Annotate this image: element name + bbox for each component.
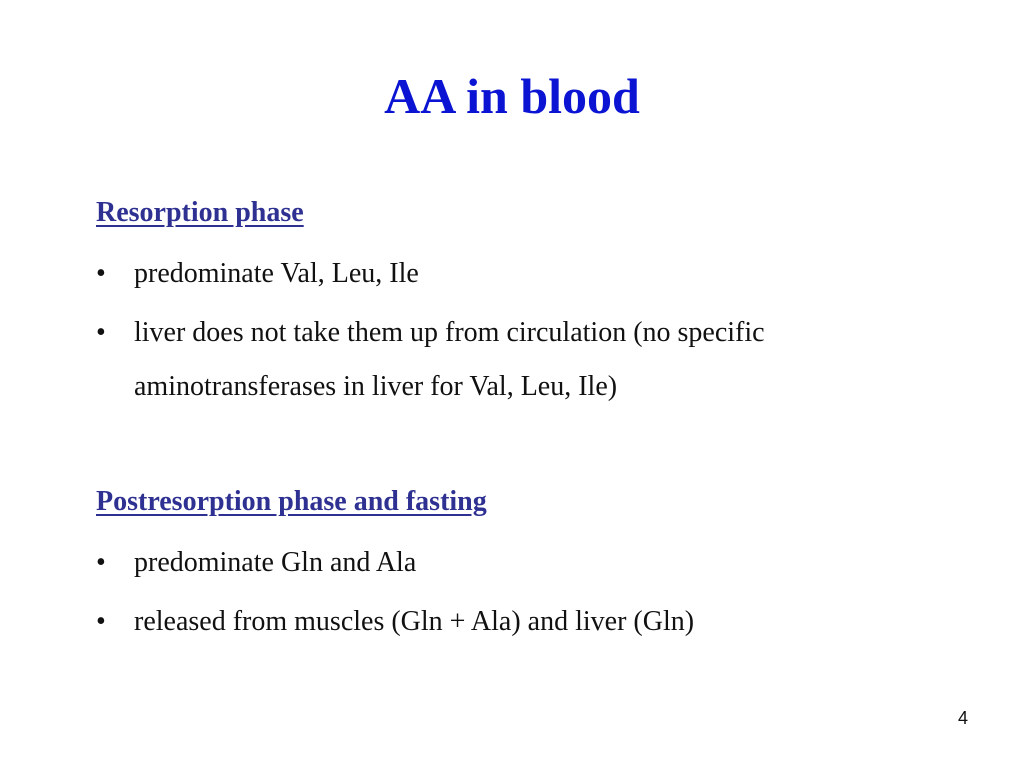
bullet-icon: • — [96, 258, 106, 289]
page-number: 4 — [957, 708, 968, 728]
bullet-icon: • — [96, 317, 106, 348]
bullet-text: liver does not take them up from circulation (no specific aminotransferases in liver for Val, Leu, Ile) — [134, 317, 765, 402]
section-heading-postresorption: Postresorption phase and fasting — [96, 486, 487, 517]
bullet-icon: • — [96, 547, 106, 578]
bullet-item — [96, 247, 956, 301]
bullet-text: predominate Gln and Ala — [134, 547, 417, 578]
section-heading-resorption: Resorption phase — [96, 197, 304, 228]
bullet-icon: • — [96, 606, 106, 637]
bullet-item — [96, 595, 956, 649]
slide-title: AA in blood — [384, 68, 640, 124]
bullet-text: released from muscles (Gln + Ala) and liver (Gln) — [134, 606, 695, 637]
bullet-text: predominate Val, Leu, Ile — [134, 258, 419, 289]
bullet-item — [96, 536, 956, 590]
bullet-item — [96, 306, 956, 414]
